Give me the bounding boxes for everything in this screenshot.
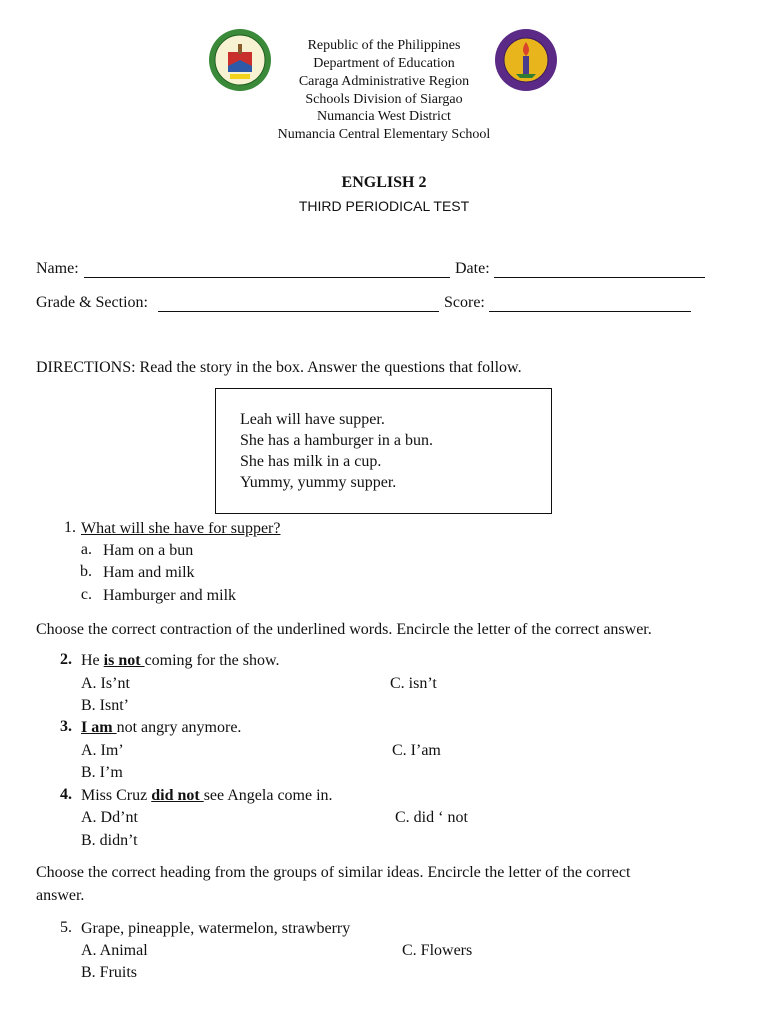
test-subtitle: THIRD PERIODICAL TEST	[298, 198, 470, 214]
story-line-1: Leah will have supper.	[240, 411, 385, 428]
q1-number: 1.	[64, 519, 76, 536]
q1-option-b-letter: b.	[80, 563, 92, 580]
q2-post: coming for the show.	[144, 652, 280, 669]
q2-option-b[interactable]: B. Isnt’	[81, 697, 129, 714]
score-blank[interactable]	[489, 311, 691, 312]
q3-option-c[interactable]: C. I’am	[392, 742, 441, 759]
story-line-4: Yummy, yummy supper.	[240, 474, 397, 491]
header-line-1: Republic of the Philippines	[307, 38, 461, 53]
q5-number: 5.	[60, 919, 72, 936]
grade-section-label: Grade & Section:	[36, 294, 148, 311]
header-line-2: Department of Education	[313, 56, 455, 71]
header-line-4: Schools Division of Siargao	[305, 92, 463, 107]
q4-number: 4.	[60, 786, 72, 803]
q2-pre: He	[81, 652, 104, 669]
q4-pre: Miss Cruz	[81, 787, 152, 804]
q5-option-a[interactable]: A. Animal	[81, 942, 148, 959]
q2-underlined: is not	[103, 652, 145, 669]
q5-option-b[interactable]: B. Fruits	[81, 964, 138, 981]
heading-instructions-line-2: answer.	[36, 887, 85, 904]
story-line-2: She has a hamburger in a bun.	[240, 432, 433, 449]
name-blank[interactable]	[84, 277, 450, 278]
q3-number: 3.	[60, 718, 72, 735]
name-label: Name:	[36, 260, 79, 277]
date-blank[interactable]	[494, 277, 705, 278]
q1-option-b[interactable]: Ham and milk	[103, 564, 195, 581]
test-title: ENGLISH 2	[341, 174, 427, 191]
q3-question	[81, 718, 241, 738]
header-line-5: Numancia West District	[317, 109, 451, 124]
grade-section-blank[interactable]	[158, 311, 439, 312]
q2-option-a[interactable]: A. Is’nt	[81, 675, 130, 692]
contraction-instructions: Choose the correct contraction of the underlined words. Encircle the letter of the correct answer.	[36, 621, 652, 638]
story-line-3: She has milk in a cup.	[240, 453, 382, 470]
q1-option-a[interactable]: Ham on a bun	[103, 542, 194, 559]
score-label: Score:	[444, 294, 485, 311]
q2-question	[81, 651, 280, 671]
q4-underlined: did not	[151, 787, 204, 804]
directions-text: DIRECTIONS: Read the story in the box. Answer the questions that follow.	[36, 359, 522, 376]
q1-option-a-letter: a.	[80, 541, 92, 558]
q2-option-c[interactable]: C. isn’t	[390, 675, 437, 692]
heading-instructions-line-1: Choose the correct heading from the groups of similar ideas. Encircle the letter of the correct	[36, 864, 631, 881]
q3-option-b[interactable]: B. I’m	[81, 764, 123, 781]
q5-option-c[interactable]: C. Flowers	[402, 942, 473, 959]
story-box	[215, 388, 552, 514]
date-label: Date:	[455, 260, 490, 277]
header-line-6: Numancia Central Elementary School	[277, 127, 491, 142]
q1-option-c[interactable]: Hamburger and milk	[103, 587, 237, 604]
q3-post: not angry anymore.	[116, 719, 242, 736]
q4-question	[81, 786, 333, 806]
q1-question: What will she have for supper?	[81, 520, 281, 537]
header-line-3: Caraga Administrative Region	[298, 74, 470, 89]
q4-post: see Angela come in.	[203, 787, 333, 804]
q3-option-a[interactable]: A. Im’	[81, 742, 124, 759]
q5-question: Grape, pineapple, watermelon, strawberry	[81, 920, 351, 937]
q4-option-b[interactable]: B. didn’t	[81, 832, 138, 849]
q4-option-c[interactable]: C. did ‘ not	[395, 809, 468, 826]
q3-underlined: I am	[81, 719, 117, 736]
q1-option-c-letter: c.	[80, 586, 92, 603]
q2-number: 2.	[60, 651, 72, 668]
q4-option-a[interactable]: A. Dd’nt	[81, 809, 138, 826]
